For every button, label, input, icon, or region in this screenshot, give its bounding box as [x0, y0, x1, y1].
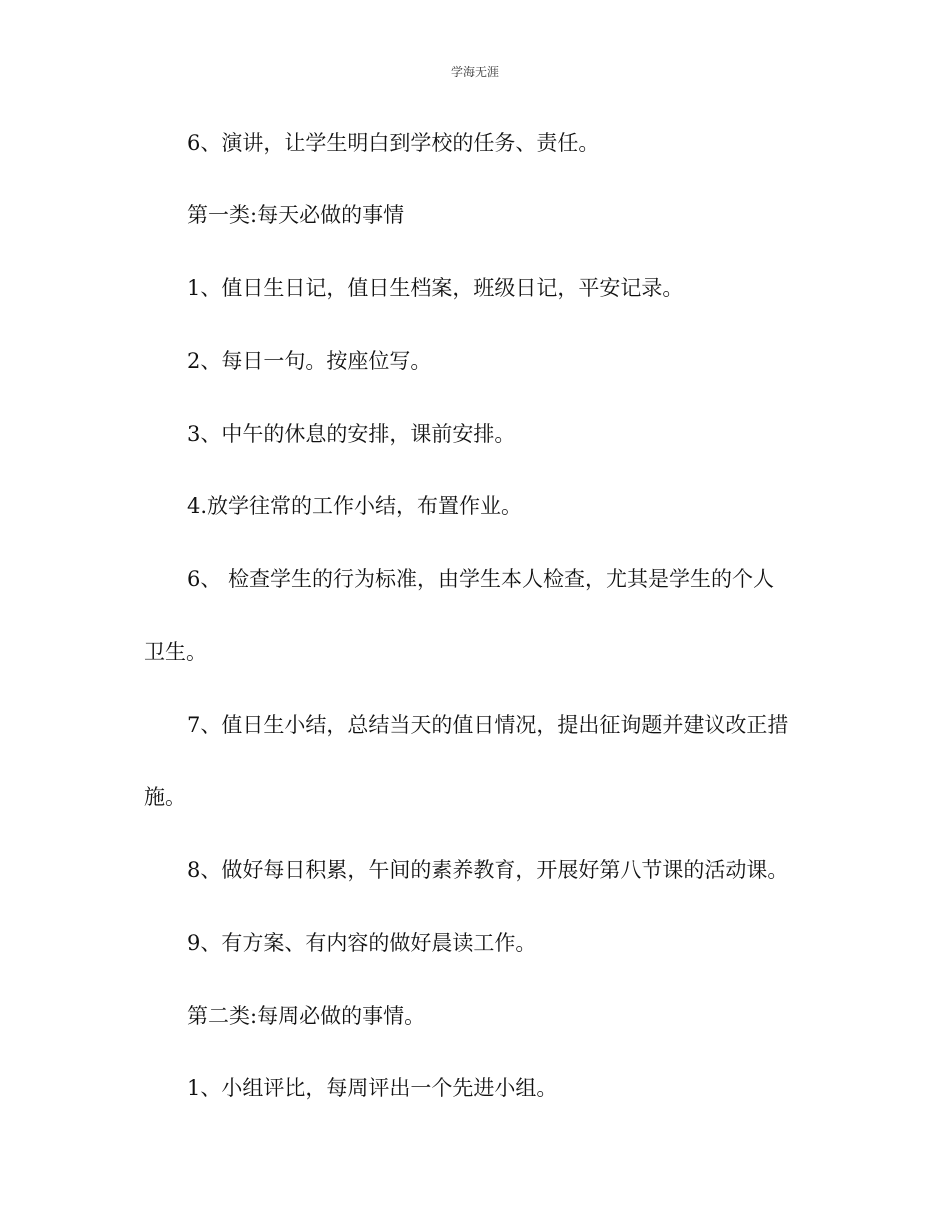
paragraph-item-2-daily-sentence: 2、每日一句。按座位写。: [187, 349, 432, 373]
paragraph-continuation: 施。: [144, 785, 186, 809]
section-heading-daily: 第一类:每天必做的事情: [187, 203, 405, 227]
section-heading-weekly: 第二类:每周必做的事情。: [187, 1004, 426, 1028]
paragraph-item-1-group-review: 1、小组评比，每周评出一个先进小组。: [187, 1076, 558, 1100]
paragraph-continuation: 卫生。: [144, 640, 207, 664]
paragraph-item-6-speech: 6、演讲，让学生明白到学校的任务、责任。: [187, 131, 600, 155]
paragraph-item-8-daily-accumulation: 8、做好每日积累，午间的素养教育，开展好第八节课的活动课。: [187, 858, 789, 882]
paragraph-item-6-behavior-check: 6、 检查学生的行为标准，由学生本人检查，尤其是学生的个人: [187, 567, 775, 591]
paragraph-item-1-duty-diary: 1、值日生日记，值日生档案，班级日记，平安记录。: [187, 276, 684, 300]
paragraph-item-3-noon-rest: 3、中午的休息的安排，课前安排。: [187, 422, 516, 446]
paragraph-item-4-after-school: 4.放学往常的工作小结，布置作业。: [187, 494, 523, 518]
paragraph-item-7-duty-summary: 7、值日生小结，总结当天的值日情况，提出征询题并建议改正措: [187, 713, 789, 737]
paragraph-item-9-morning-reading: 9、有方案、有内容的做好晨读工作。: [187, 931, 537, 955]
page-header: 学海无涯: [450, 65, 499, 79]
